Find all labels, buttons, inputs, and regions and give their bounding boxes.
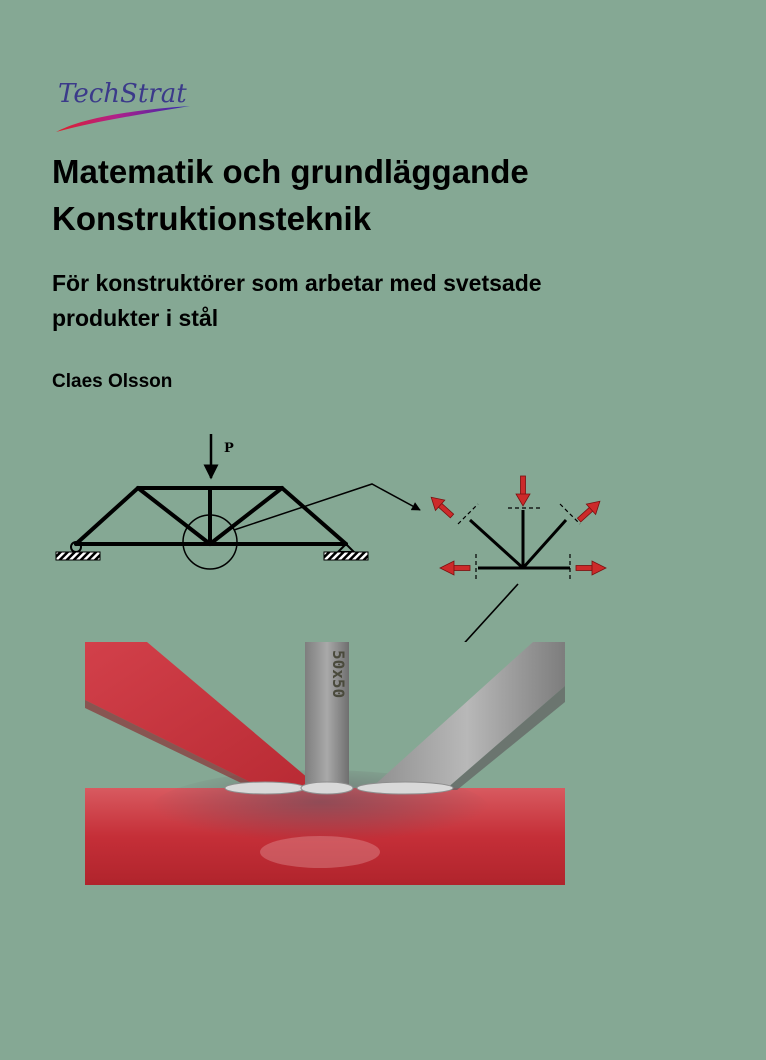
techstrat-logo (52, 74, 202, 136)
book-title (52, 148, 742, 242)
joint-free-body (470, 510, 570, 568)
truss-members (76, 488, 346, 544)
force-arrow-top (516, 476, 530, 506)
force-arrow-left (440, 561, 470, 575)
right-support (324, 544, 368, 560)
load-label: P (224, 441, 234, 456)
book-subtitle (52, 266, 742, 336)
welded-joint-photo (85, 642, 565, 885)
force-arrow-upper-right (574, 496, 604, 525)
weld-seams (225, 782, 453, 794)
title-line-1: Matematik och grundläggande (52, 153, 529, 190)
section-cuts (458, 504, 580, 582)
subtitle-line-2: produkter i stål (52, 305, 219, 331)
subtitle-line-1: För konstruktörer som arbetar med svetsade (52, 270, 542, 296)
logo-text: TechStrat (58, 79, 187, 109)
author-name: Claes Olsson (52, 371, 173, 392)
force-arrow-right (576, 561, 606, 575)
pointer-line (234, 484, 420, 530)
title-line-2: Konstruktionsteknik (52, 200, 372, 237)
force-arrow-upper-left (427, 492, 457, 521)
profile-marking: 50x50 (329, 650, 348, 699)
